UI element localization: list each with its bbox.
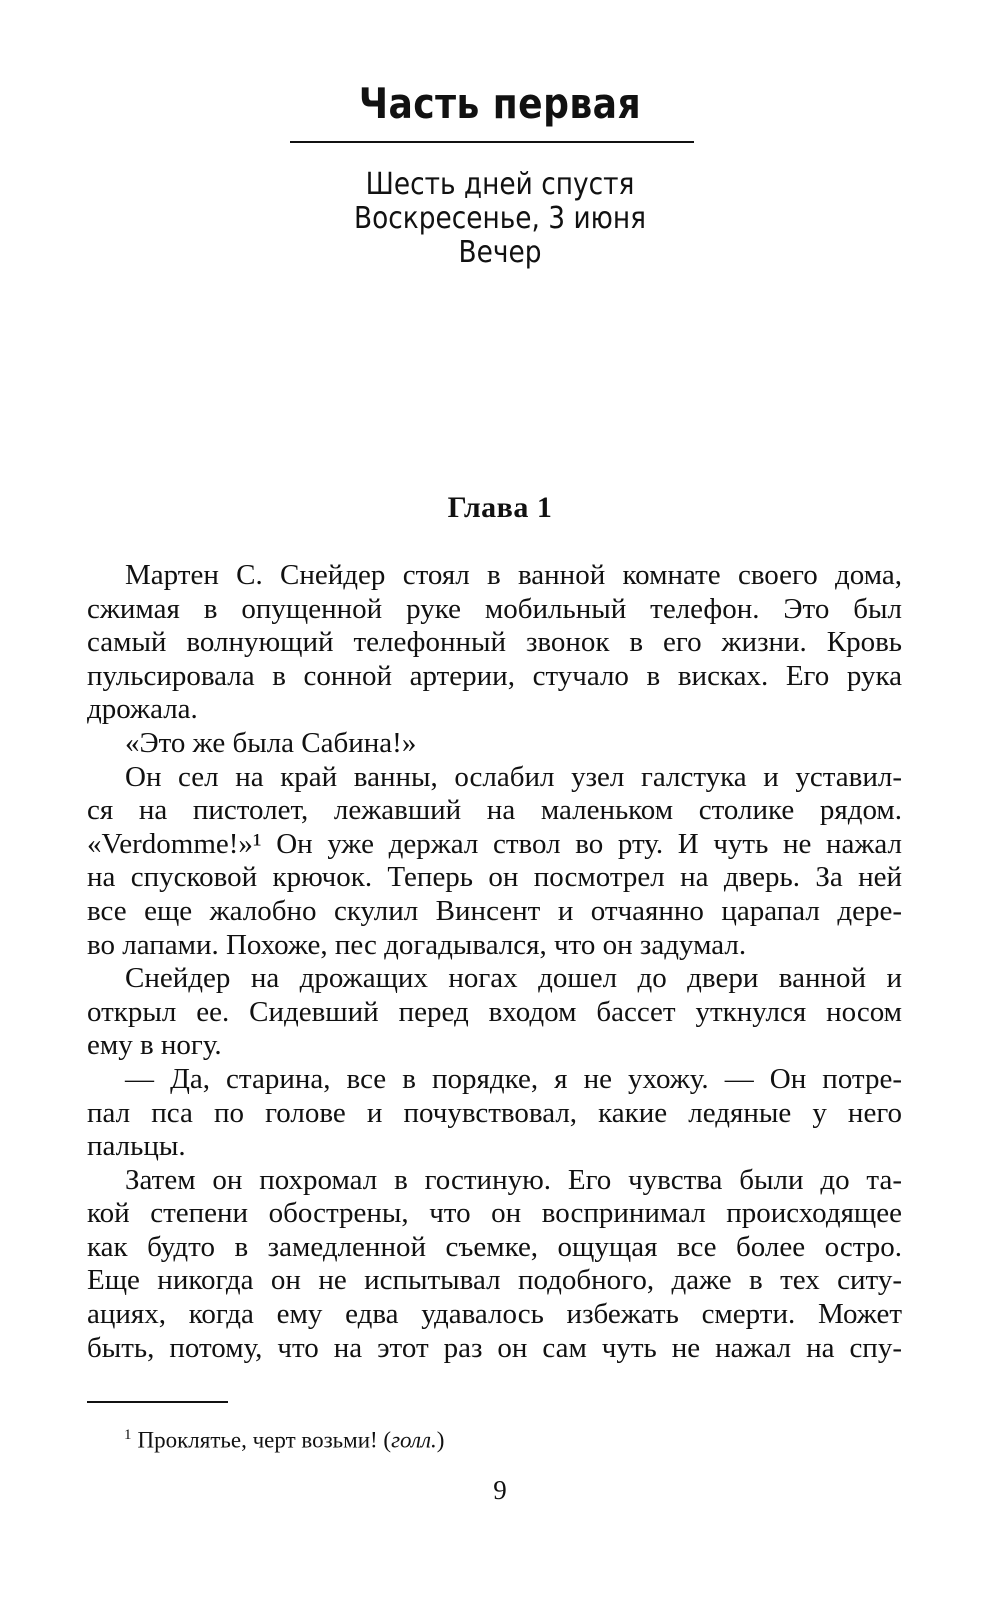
body-line: Снейдер на дрожащих ногах дошел до двери ванной и [125, 962, 902, 995]
footnote-mark: 1 [124, 1427, 132, 1443]
part-title-rule [290, 141, 694, 143]
body-line: «Это же была Сабина!» [125, 726, 417, 759]
page-number: 9 [493, 1475, 507, 1505]
body-line: как будто в замедленной съемке, ощущая все более остро. [87, 1230, 902, 1263]
body-text [87, 559, 902, 1365]
footnote [124, 1421, 444, 1455]
body-line: пальцы. [87, 1130, 186, 1163]
body-line: на спусковой крючок. Теперь он посмотрел на дверь. За ней [87, 861, 902, 894]
body-line: Еще никогда он не испытывал подобного, даже в тех ситу- [87, 1264, 902, 1297]
footnote-text: Проклятье, черт возьми! ( [137, 1427, 392, 1453]
part-subtitle-line: Шесть дней спустя [365, 167, 635, 202]
body-line: ациях, когда ему едва удавалось избежать смерти. Может [87, 1298, 902, 1331]
footnote-close: ) [436, 1427, 445, 1453]
part-title: Часть первая [358, 79, 642, 128]
footnote-rule [87, 1401, 228, 1403]
body-line: пал пса по голове и почувствовал, какие ледяные у него [87, 1096, 902, 1129]
body-line: сжимая в опущенной руке мобильный телефон. Это был [87, 592, 902, 625]
part-subtitle-line: Воскресенье, 3 июня [353, 201, 647, 236]
body-line: пульсировала в сонной артерии, стучало в висках. Его рука [87, 659, 902, 692]
body-line: Мартен С. Снейдер стоял в ванной комнате своего дома, [125, 559, 902, 591]
body-line: кой степени обострены, что он воспринимал происходящее [87, 1197, 902, 1230]
chapter-title: Глава 1 [447, 491, 553, 524]
body-line: во лапами. Похоже, пес догадывался, что он задумал. [87, 928, 747, 961]
part-subtitle-line: Вечер [458, 235, 542, 270]
body-line: самый волнующий телефонный звонок в его жизни. Кровь [87, 626, 902, 659]
body-line: все еще жалобно скулил Винсент и отчаянно царапал дере- [87, 894, 902, 927]
body-line: ему в ногу. [87, 1029, 222, 1062]
body-line: ся на пистолет, лежавший на маленьком столике рядом. [87, 794, 902, 827]
body-line: Затем он похромал в гостиную. Его чувства были до та- [125, 1163, 902, 1196]
body-line: дрожала. [87, 693, 198, 726]
body-line: — Да, старина, все в порядке, я не ухожу. — Он потре- [125, 1062, 902, 1095]
footnote-language: голл. [391, 1427, 437, 1453]
body-line: «Verdomme!»¹ Он уже держал ствол во рту. И чуть не нажал [87, 827, 902, 860]
body-line: Он сел на край ванны, ослабил узел галстука и уставил- [125, 760, 902, 793]
body-line: открыл ее. Сидевший перед входом бассет уткнулся носом [87, 995, 902, 1028]
part-subtitle [60, 168, 940, 270]
body-line: быть, потому, что на этот раз он сам чуть не нажал на спу- [87, 1331, 902, 1364]
